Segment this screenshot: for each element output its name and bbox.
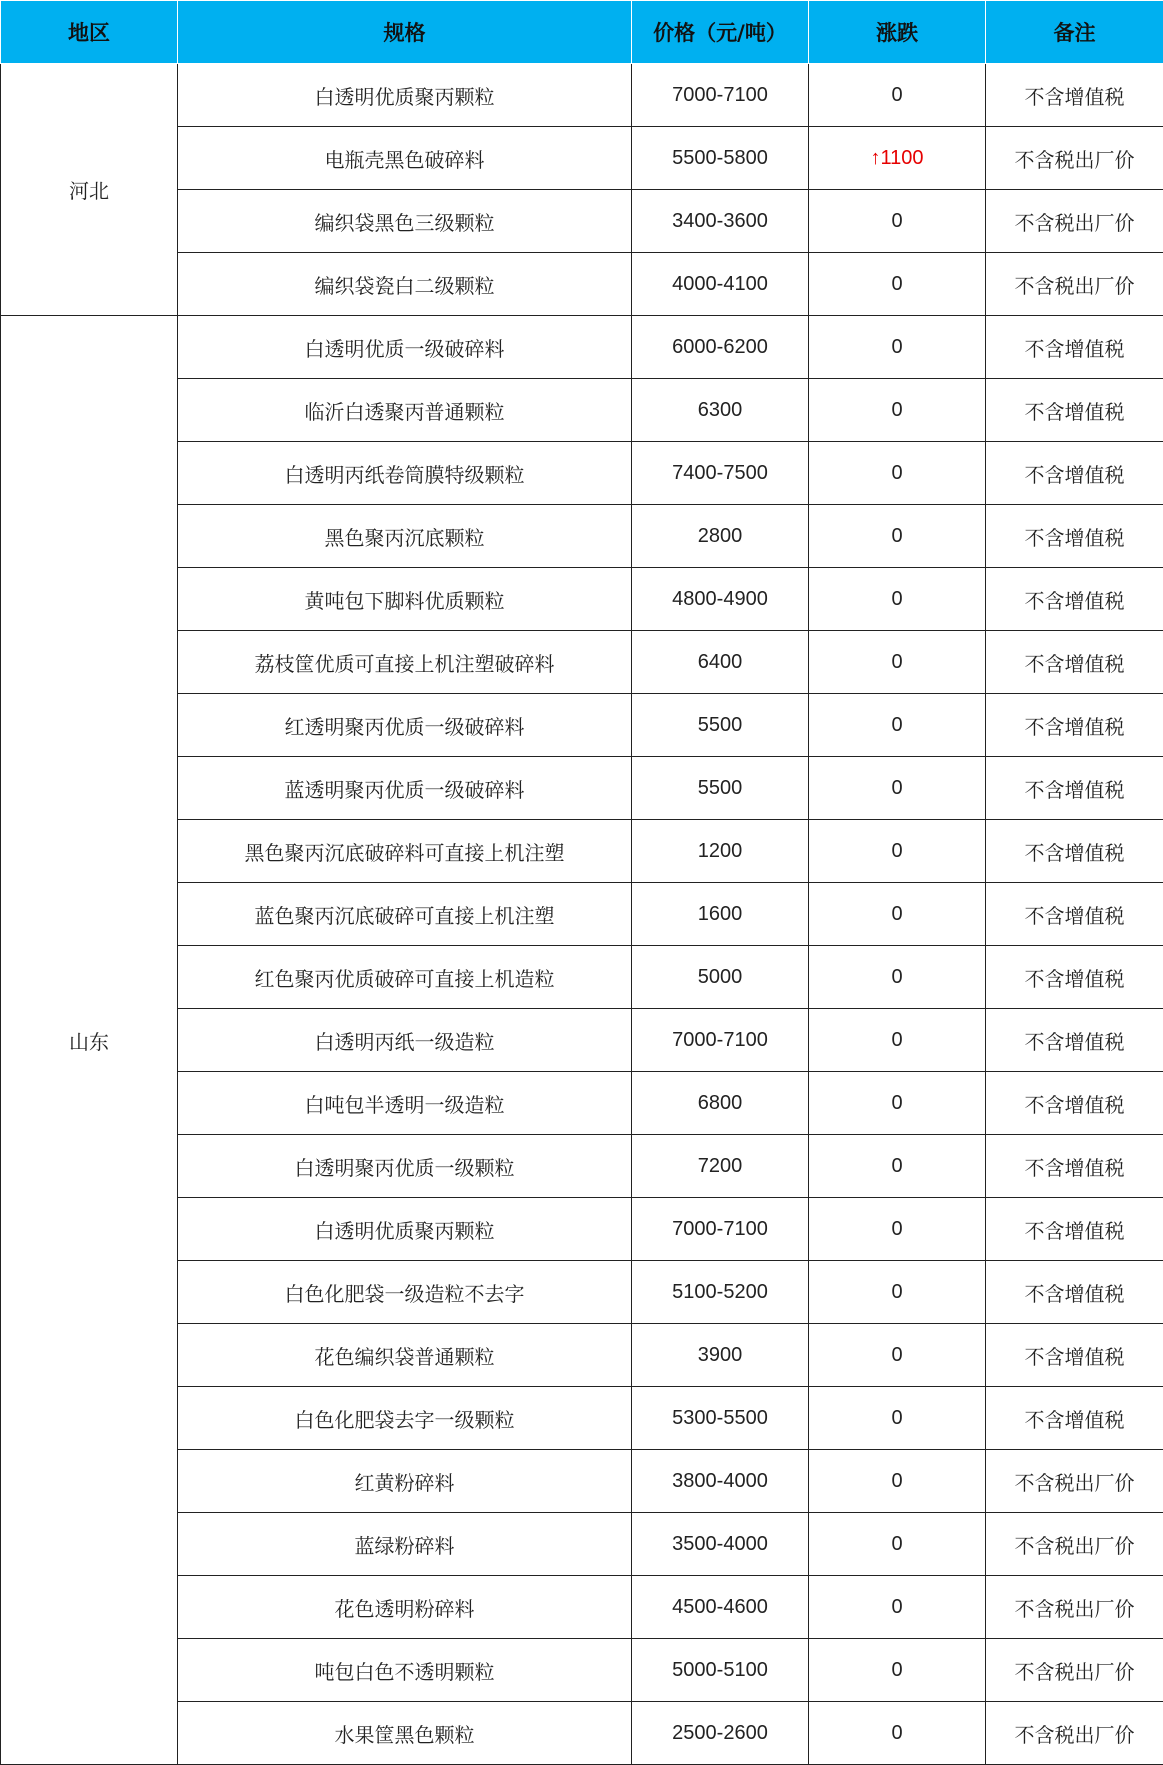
note-cell: 不含增值税	[986, 379, 1163, 442]
change-cell: 0	[809, 757, 986, 820]
spec-cell: 蓝透明聚丙优质一级破碎料	[178, 757, 632, 820]
header-change: 涨跌	[809, 1, 986, 64]
change-cell: 0	[809, 1702, 986, 1765]
change-cell: 0	[809, 1387, 986, 1450]
note-cell: 不含税出厂价	[986, 1576, 1163, 1639]
spec-cell: 电瓶壳黑色破碎料	[178, 127, 632, 190]
spec-cell: 黄吨包下脚料优质颗粒	[178, 568, 632, 631]
spec-cell: 白透明丙纸卷筒膜特级颗粒	[178, 442, 632, 505]
note-cell: 不含税出厂价	[986, 190, 1163, 253]
header-note: 备注	[986, 1, 1163, 64]
table-row	[1, 64, 1163, 127]
price-cell: 4500-4600	[632, 1576, 809, 1639]
note-cell: 不含税出厂价	[986, 1702, 1163, 1765]
price-cell: 2500-2600	[632, 1702, 809, 1765]
price-cell: 7000-7100	[632, 64, 809, 127]
price-cell: 6400	[632, 631, 809, 694]
note-cell: 不含增值税	[986, 568, 1163, 631]
note-cell: 不含增值税	[986, 1261, 1163, 1324]
price-cell: 6300	[632, 379, 809, 442]
price-cell: 5500-5800	[632, 127, 809, 190]
change-cell: 0	[809, 883, 986, 946]
spec-cell: 蓝绿粉碎料	[178, 1513, 632, 1576]
change-cell: 0	[809, 946, 986, 1009]
note-cell: 不含税出厂价	[986, 1513, 1163, 1576]
price-cell: 7000-7100	[632, 1009, 809, 1072]
change-cell: ↑1100	[809, 127, 986, 190]
price-cell: 1200	[632, 820, 809, 883]
note-cell: 不含增值税	[986, 1135, 1163, 1198]
spec-cell: 白透明聚丙优质一级颗粒	[178, 1135, 632, 1198]
note-cell: 不含增值税	[986, 820, 1163, 883]
header-spec: 规格	[178, 1, 632, 64]
note-cell: 不含增值税	[986, 694, 1163, 757]
note-cell: 不含税出厂价	[986, 1639, 1163, 1702]
spec-cell: 花色编织袋普通颗粒	[178, 1324, 632, 1387]
table-row	[1, 316, 1163, 379]
spec-cell: 荔枝筐优质可直接上机注塑破碎料	[178, 631, 632, 694]
change-cell: 0	[809, 1324, 986, 1387]
change-cell: 0	[809, 64, 986, 127]
note-cell: 不含增值税	[986, 442, 1163, 505]
header-row	[1, 1, 1163, 64]
price-cell: 6000-6200	[632, 316, 809, 379]
spec-cell: 红色聚丙优质破碎可直接上机造粒	[178, 946, 632, 1009]
change-cell: 0	[809, 1639, 986, 1702]
spec-cell: 临沂白透聚丙普通颗粒	[178, 379, 632, 442]
note-cell: 不含税出厂价	[986, 127, 1163, 190]
spec-cell: 黑色聚丙沉底颗粒	[178, 505, 632, 568]
change-cell: 0	[809, 190, 986, 253]
change-cell: 0	[809, 1135, 986, 1198]
price-cell: 1600	[632, 883, 809, 946]
note-cell: 不含增值税	[986, 505, 1163, 568]
price-cell: 5000	[632, 946, 809, 1009]
note-cell: 不含增值税	[986, 1072, 1163, 1135]
price-cell: 3500-4000	[632, 1513, 809, 1576]
spec-cell: 红黄粉碎料	[178, 1450, 632, 1513]
header-region: 地区	[1, 1, 178, 64]
price-cell: 5300-5500	[632, 1387, 809, 1450]
note-cell: 不含税出厂价	[986, 1450, 1163, 1513]
price-cell: 5000-5100	[632, 1639, 809, 1702]
change-cell: 0	[809, 442, 986, 505]
change-cell: 0	[809, 568, 986, 631]
note-cell: 不含增值税	[986, 1324, 1163, 1387]
note-cell: 不含增值税	[986, 316, 1163, 379]
spec-cell: 吨包白色不透明颗粒	[178, 1639, 632, 1702]
region-cell: 河北	[1, 64, 178, 316]
price-cell: 7000-7100	[632, 1198, 809, 1261]
spec-cell: 蓝色聚丙沉底破碎可直接上机注塑	[178, 883, 632, 946]
note-cell: 不含税出厂价	[986, 253, 1163, 316]
price-cell: 3400-3600	[632, 190, 809, 253]
change-cell: 0	[809, 1198, 986, 1261]
change-cell: 0	[809, 379, 986, 442]
price-cell: 2800	[632, 505, 809, 568]
change-cell: 0	[809, 631, 986, 694]
price-cell: 7200	[632, 1135, 809, 1198]
spec-cell: 白透明丙纸一级造粒	[178, 1009, 632, 1072]
price-cell: 4000-4100	[632, 253, 809, 316]
note-cell: 不含增值税	[986, 946, 1163, 1009]
spec-cell: 白透明优质聚丙颗粒	[178, 64, 632, 127]
note-cell: 不含增值税	[986, 64, 1163, 127]
spec-cell: 黑色聚丙沉底破碎料可直接上机注塑	[178, 820, 632, 883]
spec-cell: 白吨包半透明一级造粒	[178, 1072, 632, 1135]
change-cell: 0	[809, 1513, 986, 1576]
change-cell: 0	[809, 316, 986, 379]
change-cell: 0	[809, 505, 986, 568]
spec-cell: 水果筐黑色颗粒	[178, 1702, 632, 1765]
spec-cell: 编织袋黑色三级颗粒	[178, 190, 632, 253]
note-cell: 不含增值税	[986, 883, 1163, 946]
note-cell: 不含增值税	[986, 757, 1163, 820]
spec-cell: 编织袋瓷白二级颗粒	[178, 253, 632, 316]
change-cell: 0	[809, 1072, 986, 1135]
price-cell: 3900	[632, 1324, 809, 1387]
price-cell: 5500	[632, 757, 809, 820]
spec-cell: 白色化肥袋一级造粒不去字	[178, 1261, 632, 1324]
note-cell: 不含增值税	[986, 1387, 1163, 1450]
region-cell: 山东	[1, 316, 178, 1765]
price-cell: 7400-7500	[632, 442, 809, 505]
change-cell: 0	[809, 820, 986, 883]
table-body	[1, 64, 1163, 1765]
note-cell: 不含增值税	[986, 1198, 1163, 1261]
price-cell: 3800-4000	[632, 1450, 809, 1513]
note-cell: 不含增值税	[986, 631, 1163, 694]
spec-cell: 白透明优质聚丙颗粒	[178, 1198, 632, 1261]
change-cell: 0	[809, 1450, 986, 1513]
spec-cell: 花色透明粉碎料	[178, 1576, 632, 1639]
price-cell: 4800-4900	[632, 568, 809, 631]
price-cell: 6800	[632, 1072, 809, 1135]
spec-cell: 红透明聚丙优质一级破碎料	[178, 694, 632, 757]
change-cell: 0	[809, 1576, 986, 1639]
price-cell: 5100-5200	[632, 1261, 809, 1324]
price-cell: 5500	[632, 694, 809, 757]
change-cell: 0	[809, 1009, 986, 1072]
change-cell: 0	[809, 694, 986, 757]
change-cell: 0	[809, 1261, 986, 1324]
spec-cell: 白透明优质一级破碎料	[178, 316, 632, 379]
change-cell: 0	[809, 253, 986, 316]
spec-cell: 白色化肥袋去字一级颗粒	[178, 1387, 632, 1450]
header-price: 价格（元/吨）	[632, 1, 809, 64]
note-cell: 不含增值税	[986, 1009, 1163, 1072]
